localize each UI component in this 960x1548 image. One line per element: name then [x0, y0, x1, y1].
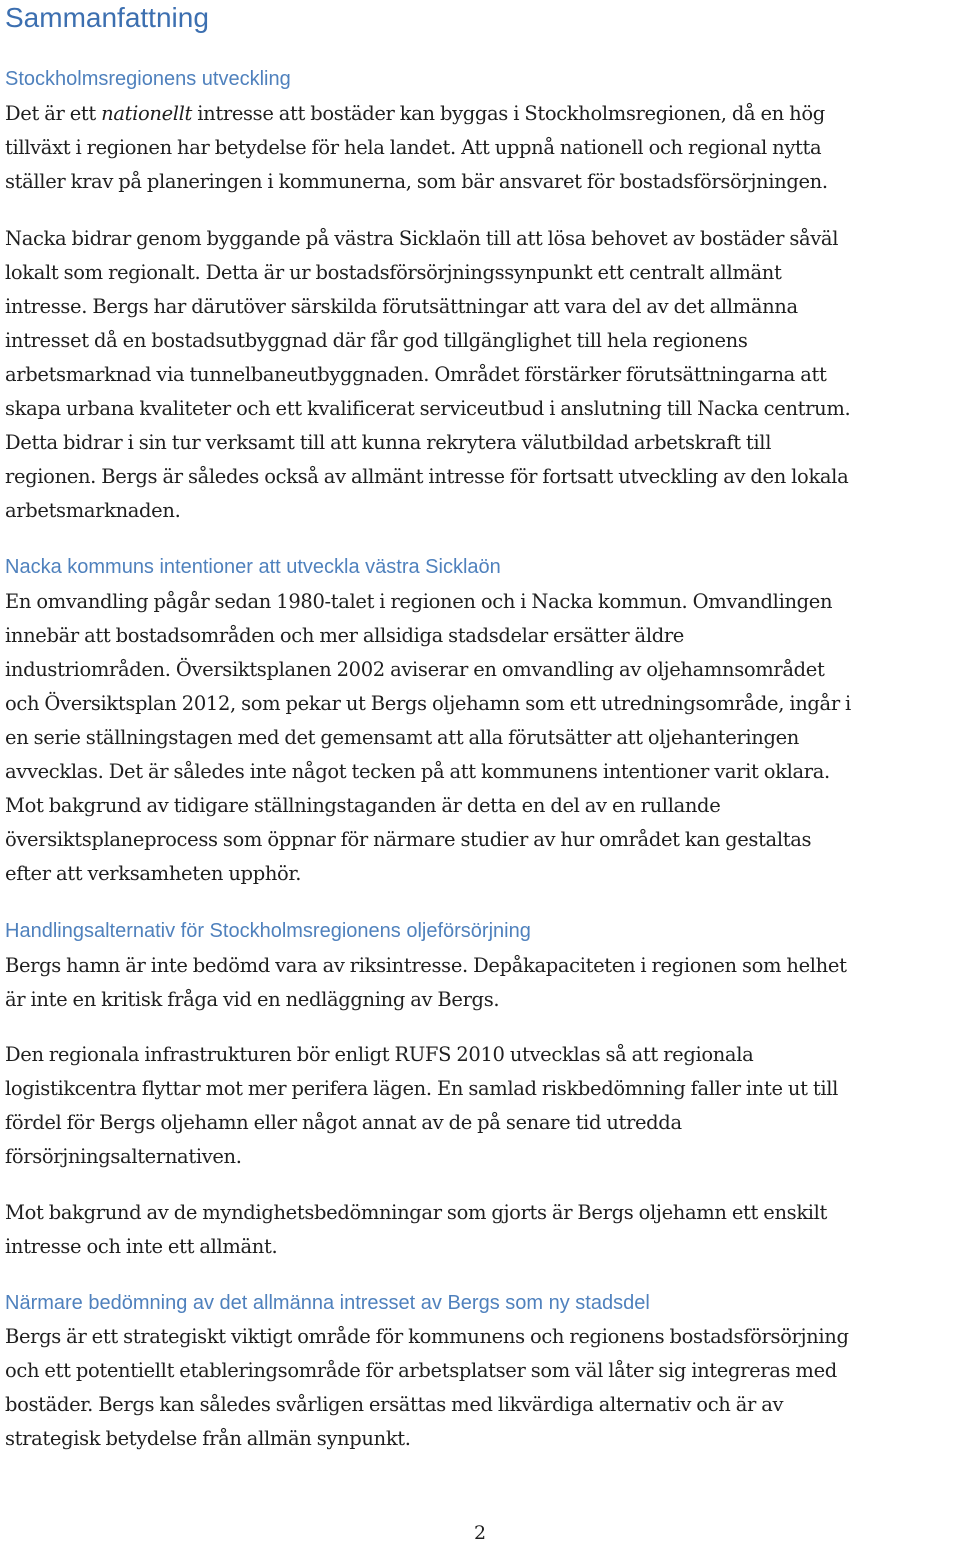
text-line: innebär att bostadsområden och mer allsidiga stadsdelar ersätter äldre	[5, 624, 684, 647]
text-line: och ett potentiellt etableringsområde för arbetsplatser som väl låter sig integreras med	[5, 1359, 837, 1382]
text-line: ställer krav på planeringen i kommunerna, som bär ansvaret för bostadsförsörjningen.	[5, 170, 828, 193]
text-line: logistikcentra flyttar mot mer perifera lägen. En samlad riskbedömning faller inte ut till	[5, 1077, 839, 1100]
text-line: efter att verksamheten upphör.	[5, 862, 302, 885]
text-line: bostäder. Bergs kan således svårligen ersättas med likvärdiga alternativ och är av	[5, 1393, 784, 1416]
text-line: avvecklas. Det är således inte något tecken på att kommunens intentioner varit oklara.	[5, 760, 830, 783]
text-line: fördel för Bergs oljehamn eller något annat av de på senare tid utredda	[5, 1111, 682, 1134]
paragraph	[5, 222, 960, 528]
text-line: intresse. Bergs har därutöver särskilda förutsättningar att vara del av det allmänna	[5, 295, 798, 318]
text-line: strategisk betydelse från allmän synpunkt.	[5, 1427, 411, 1450]
text-line: och Översiktsplan 2012, som pekar ut Bergs oljehamn som ett utredningsområde, ingår i	[5, 692, 851, 715]
text-line: Det är ett nationellt intresse att bostäder kan byggas i Stockholmsregionen, då en hög	[5, 102, 825, 125]
text-line: En omvandling pågår sedan 1980-talet i regionen och i Nacka kommun. Omvandlingen	[5, 590, 833, 613]
text-line: Bergs hamn är inte bedömd vara av riksintresse. Depåkapaciteten i regionen som helhet	[5, 954, 847, 977]
paragraph	[5, 97, 960, 199]
text-line: Den regionala infrastrukturen bör enligt RUFS 2010 utvecklas så att regionala	[5, 1043, 754, 1066]
text-line: tillväxt i regionen har betydelse för hela landet. Att uppnå nationell och regional nytta	[5, 136, 822, 159]
text-line: arbetsmarknad via tunnelbaneutbyggnaden. Området förstärker förutsättningarna att	[5, 363, 827, 386]
text-line: lokalt som regionalt. Detta är ur bostadsförsörjningssynpunkt ett centralt allmänt	[5, 261, 782, 284]
text-line: Detta bidrar i sin tur verksamt till att kunna rekrytera välutbildad arbetskraft till	[5, 431, 772, 454]
text-line: Nacka bidrar genom byggande på västra Sicklaön till att lösa behovet av bostäder såväl	[5, 227, 839, 250]
section-heading: Nacka kommuns intentioner att utveckla västra Sicklaön	[5, 556, 501, 578]
paragraph	[5, 585, 960, 891]
page-number: 2	[473, 1522, 487, 1544]
text-line: Mot bakgrund av de myndighetsbedömningar som gjorts är Bergs oljehamn ett enskilt	[5, 1201, 828, 1224]
text-line: intresse och inte ett allmänt.	[5, 1235, 278, 1258]
text-line: översiktsplaneprocess som öppnar för närmare studier av hur området kan gestaltas	[5, 828, 812, 851]
text-line: regionen. Bergs är således också av allmänt intresse för fortsatt utveckling av den lokala	[5, 465, 849, 488]
emphasis-text: nationellt	[101, 102, 193, 125]
section-heading: Handlingsalternativ för Stockholmsregionens oljeförsörjning	[5, 920, 531, 942]
text-line: arbetsmarknaden.	[5, 499, 181, 522]
paragraph	[5, 1196, 960, 1264]
document-title: Sammanfattning	[5, 2, 209, 33]
paragraph	[5, 949, 960, 1017]
section-heading: Stockholmsregionens utveckling	[5, 68, 291, 90]
text-line: en serie ställningstagen med det gemensamt att alla förutsätter att oljehanteringen	[5, 726, 799, 749]
text-line: Bergs är ett strategiskt viktigt område för kommunens och regionens bostadsförsörjning	[5, 1325, 849, 1348]
paragraph	[5, 1320, 960, 1456]
text-line: Mot bakgrund av tidigare ställningstaganden är detta en del av en rullande	[5, 794, 721, 817]
section-heading: Närmare bedömning av det allmänna intresset av Bergs som ny stadsdel	[5, 1292, 650, 1314]
text-line: är inte en kritisk fråga vid en nedläggning av Bergs.	[5, 988, 500, 1011]
text-line: intresset då en bostadsutbyggnad där får god tillgänglighet till hela regionens	[5, 329, 748, 352]
text-line: försörjningsalternativen.	[5, 1145, 242, 1168]
text-line: industriområden. Översiktsplanen 2002 aviserar en omvandling av oljehamnsområdet	[5, 658, 825, 681]
text-line: skapa urbana kvaliteter och ett kvalificerat serviceutbud i anslutning till Nacka centrum.	[5, 397, 851, 420]
paragraph	[5, 1038, 960, 1174]
